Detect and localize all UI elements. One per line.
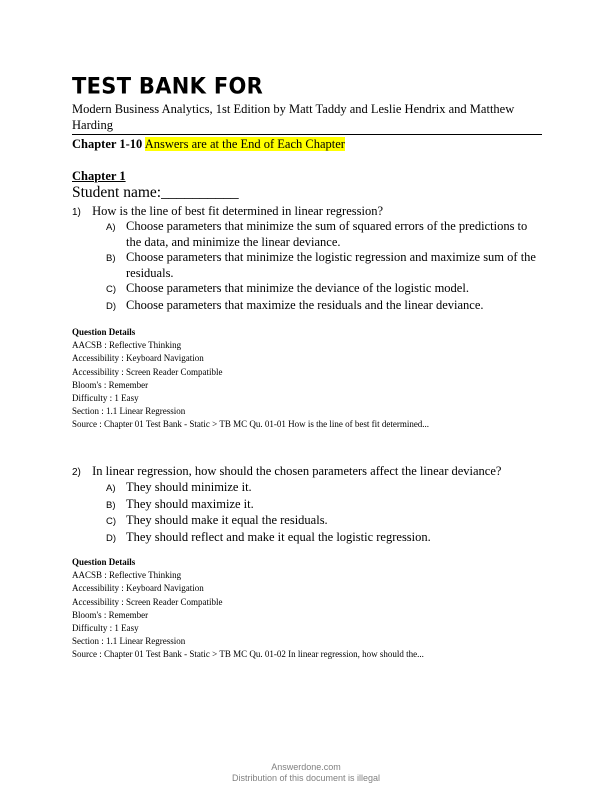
question-number: 1) (72, 207, 81, 218)
option-a (106, 219, 542, 250)
question-1-options (106, 219, 542, 314)
details-line: Difficulty : 1 Easy (72, 623, 139, 634)
chapter-heading: Chapter 1 (72, 169, 126, 183)
details-line: Difficulty : 1 Easy (72, 393, 139, 404)
chapter-range-line (72, 137, 345, 152)
option-letter: B) (106, 253, 116, 264)
details-line: Section : 1.1 Linear Regression (72, 636, 186, 647)
footer-notice: Distribution of this document is illegal (231, 773, 381, 783)
option-text: Choose parameters that minimize the logistic regression and maximize sum of the residuals. (126, 250, 536, 280)
details-line: Accessibility : Screen Reader Compatible (72, 596, 223, 607)
question-2-details (72, 556, 424, 662)
option-b (106, 497, 542, 514)
details-line: AACSB : Reflective Thinking (72, 570, 182, 581)
details-line: Accessibility : Screen Reader Compatible (72, 366, 223, 377)
footer-site: Answerdone.com (271, 762, 341, 772)
option-c (106, 513, 542, 530)
answers-note: Answers are at the End of Each Chapter (144, 137, 345, 151)
question-text: In linear regression, how should the chosen parameters affect the linear deviance? (92, 464, 502, 478)
student-name-field: Student name:__________ (72, 184, 239, 201)
option-text: They should make it equal the residuals. (126, 513, 328, 527)
details-line: Bloom's : Remember (72, 609, 149, 620)
details-line: Source : Chapter 01 Test Bank - Static > TB MC Qu. 01-01 How is the line of best fit determined... (72, 419, 430, 430)
option-text: Choose parameters that maximize the residuals and the linear deviance. (126, 297, 484, 312)
header-divider (72, 134, 542, 135)
details-line: Accessibility : Keyboard Navigation (72, 353, 204, 364)
option-b (106, 250, 542, 281)
option-text: They should maximize it. (126, 496, 254, 511)
option-letter: A) (106, 483, 116, 494)
details-line: Bloom's : Remember (72, 379, 149, 390)
option-a (106, 480, 542, 497)
question-2 (72, 464, 501, 480)
option-d (106, 530, 542, 547)
option-c (106, 281, 542, 298)
book-subtitle: Modern Business Analytics, 1st Edition by Matt Taddy and Leslie Hendrix and Matthew Harding (72, 102, 515, 132)
option-text: Choose parameters that minimize the deviance of the logistic model. (126, 281, 469, 295)
details-line: Accessibility : Keyboard Navigation (72, 583, 204, 594)
option-letter: A) (106, 222, 116, 233)
chapter-range: Chapter 1-10 (72, 137, 143, 151)
option-text: Choose parameters that minimize the sum of squared errors of the predictions to the data, and minimize the linear deviance. (126, 219, 528, 249)
details-line: AACSB : Reflective Thinking (72, 340, 182, 351)
question-1 (72, 204, 383, 220)
question-1-details (72, 326, 429, 432)
option-text: They should reflect and make it equal the logistic regression. (126, 529, 431, 544)
option-letter: D) (106, 532, 117, 544)
details-heading: Question Details (72, 327, 136, 337)
question-2-options (106, 480, 542, 546)
option-letter: B) (106, 499, 116, 511)
details-line: Source : Chapter 01 Test Bank - Static > TB MC Qu. 01-02 In linear regression, how should the... (72, 649, 424, 660)
option-letter: C) (106, 516, 117, 527)
question-text: How is the line of best fit determined in linear regression? (92, 204, 384, 218)
option-d (106, 298, 542, 315)
option-letter: C) (106, 284, 117, 295)
question-number: 2) (72, 467, 81, 478)
document-title: TEST BANK FOR (72, 73, 264, 99)
option-text: They should minimize it. (126, 480, 252, 494)
option-letter: D) (106, 300, 117, 312)
details-heading: Question Details (72, 557, 136, 567)
details-line: Section : 1.1 Linear Regression (72, 406, 186, 417)
